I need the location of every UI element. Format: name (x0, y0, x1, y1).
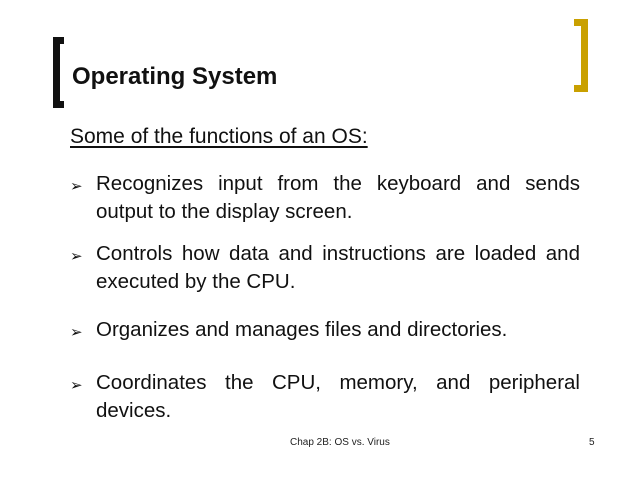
arrow-bullet-icon: ➢ (70, 177, 83, 195)
bullet-item (70, 170, 580, 226)
bullet-item (70, 316, 580, 344)
bullet-item (70, 369, 580, 425)
left-bracket-decoration (53, 37, 64, 108)
bullet-item (70, 240, 580, 296)
right-bracket-decoration (574, 19, 588, 92)
bullet-text: Organizes and manages files and directories. (96, 318, 508, 341)
bullet-text: Coordinates the CPU, memory, and peripheral devices. (96, 371, 580, 422)
slide-subtitle: Some of the functions of an OS: (70, 125, 368, 148)
arrow-bullet-icon: ➢ (70, 323, 83, 341)
bullet-text: Controls how data and instructions are loaded and executed by the CPU. (96, 242, 580, 293)
slide-title: Operating System (72, 63, 278, 90)
page-number: 5 (589, 437, 595, 448)
arrow-bullet-icon: ➢ (70, 376, 83, 394)
bullet-text: Recognizes input from the keyboard and sends output to the display screen. (96, 172, 580, 223)
footer-text: Chap 2B: OS vs. Virus (290, 437, 390, 448)
arrow-bullet-icon: ➢ (70, 247, 83, 265)
